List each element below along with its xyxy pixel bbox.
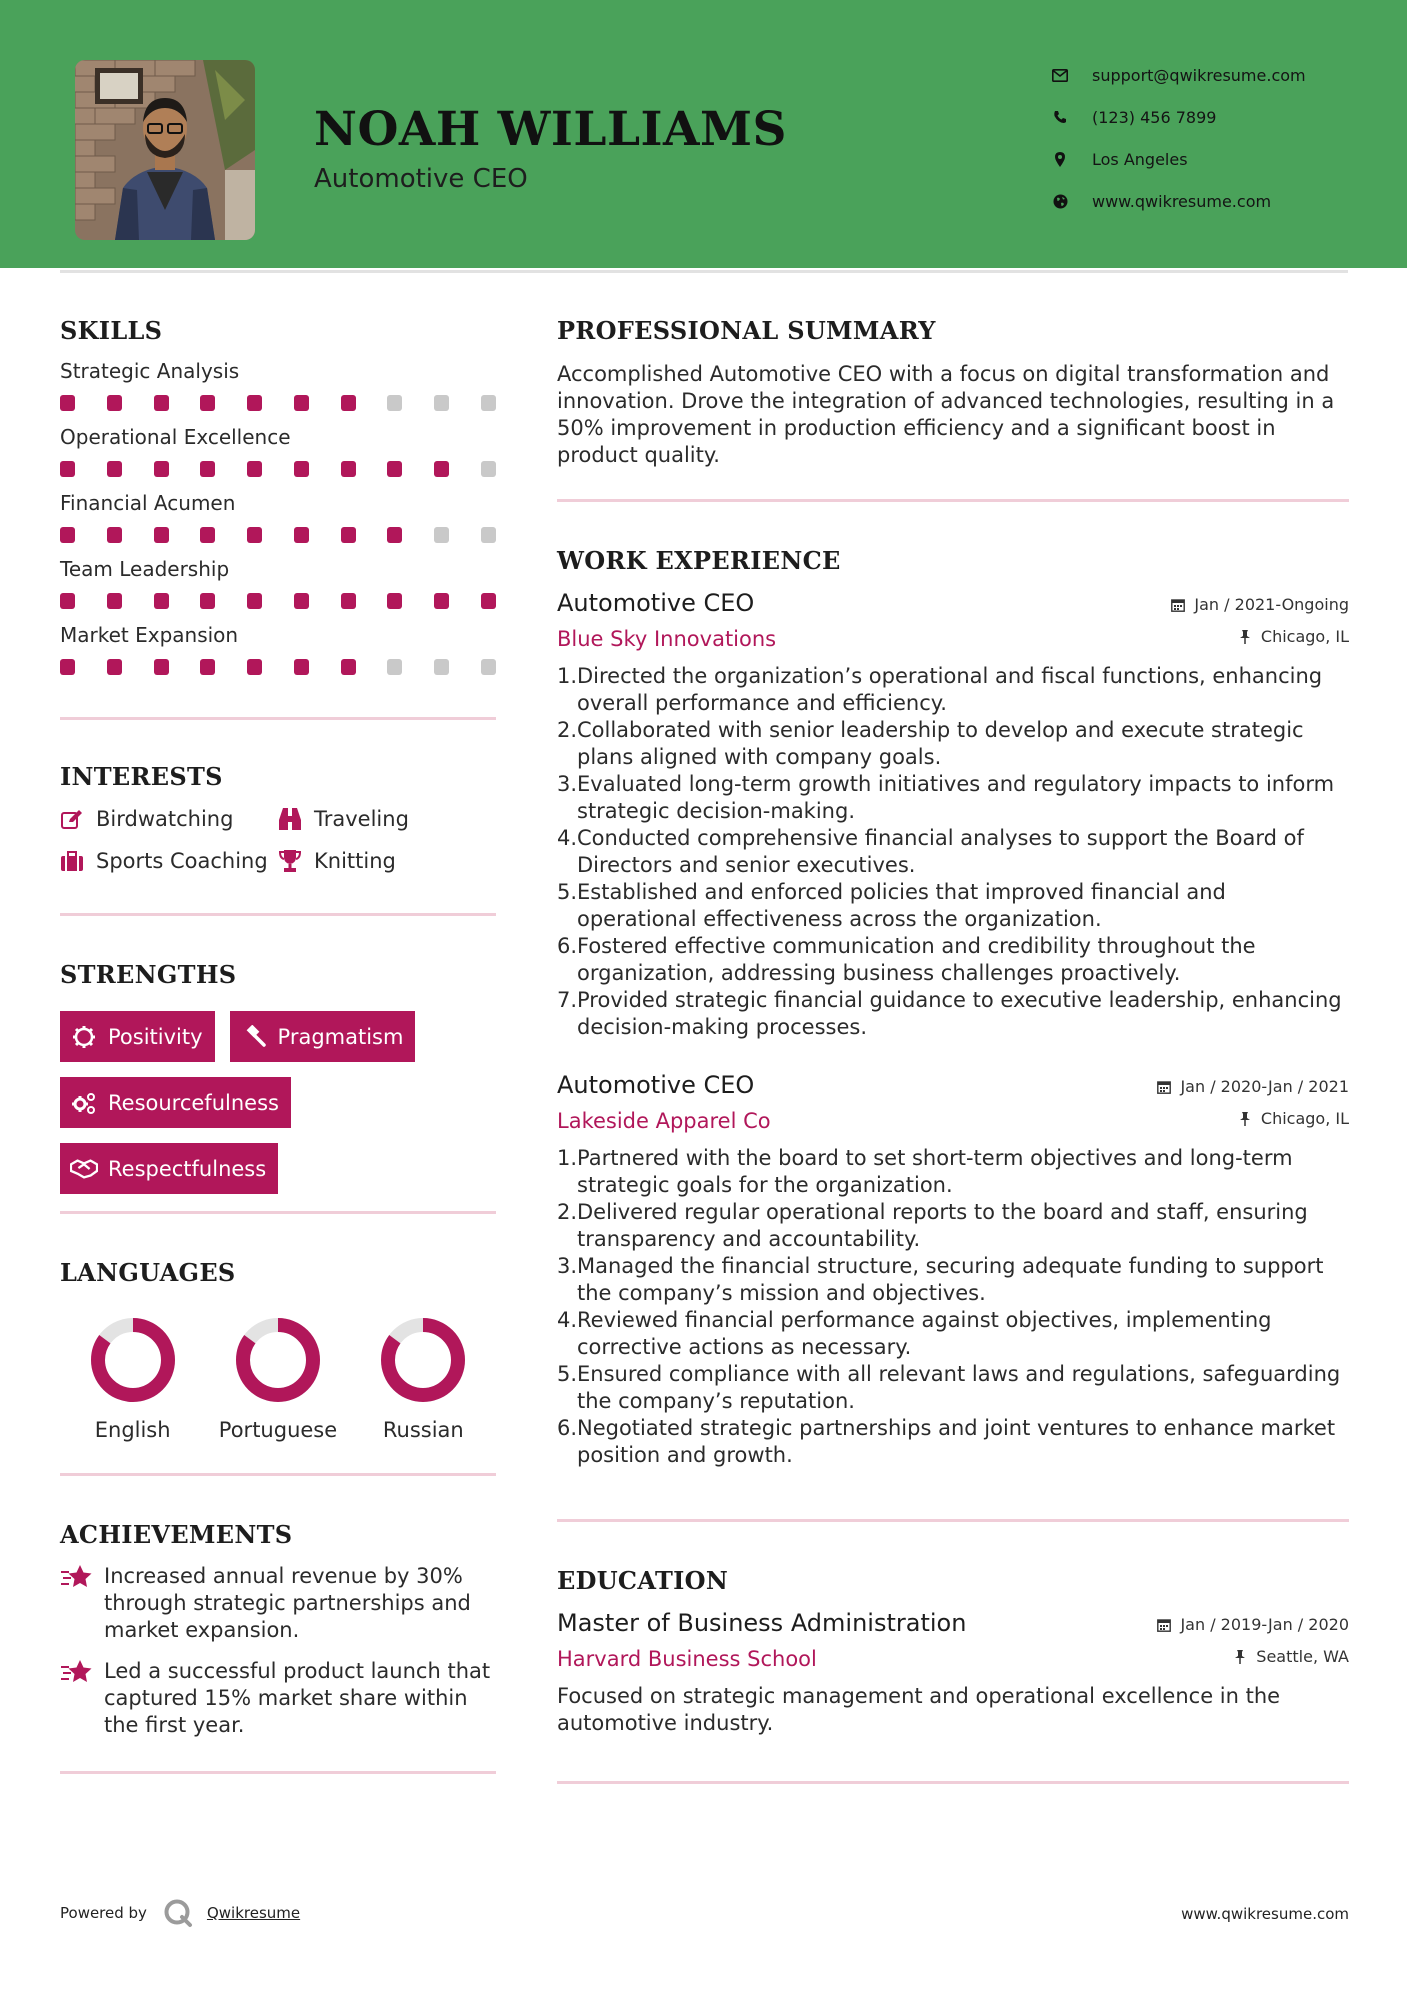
list-item-text: Evaluated long-term growth initiatives and regulatory impacts to inform strategic decision-making. [577,772,1335,823]
degree-title: Master of Business Administration [557,1609,967,1637]
language-proficiency-ring [235,1317,321,1403]
rating-dot-empty [387,659,402,675]
section-divider [557,1781,1349,1784]
contact-website-text: www.qwikresume.com [1092,191,1272,211]
rating-dot-filled [434,593,449,609]
achievement-item [60,1563,496,1644]
binoculars-icon [278,807,302,831]
list-item [557,987,1349,1041]
rating-dot-filled [294,461,309,477]
list-item-text: Delivered regular operational reports to the board and staff, ensuring transparency and accountability. [577,1200,1308,1251]
language-proficiency-ring [380,1317,466,1403]
list-item-text: Fostered effective communication and credibility throughout the organization, addressing business challenges proactively. [577,934,1256,985]
languages-heading: LANGUAGES [60,1258,236,1287]
section-divider [60,1211,496,1214]
rating-dot-filled [200,395,215,411]
calendar-icon [1156,1617,1172,1633]
education-description: Focused on strategic management and operational excellence in the automotive industry. [557,1684,1281,1735]
list-item [557,825,1349,879]
rating-dot-filled [434,461,449,477]
job-date-text: Jan / 2020-Jan / 2021 [1180,1077,1349,1096]
section-divider [60,913,496,916]
rating-dot-filled [294,395,309,411]
list-number: 5. [557,880,578,904]
rating-dot-filled [247,527,262,543]
candidate-name: NOAH WILLIAMS [314,102,787,157]
list-item-text: Managed the financial structure, securing adequate funding to support the company’s mission and objectives. [577,1254,1324,1305]
rating-dot-filled [341,395,356,411]
rating-dot-filled [387,461,402,477]
rating-dot-filled [341,527,356,543]
education-heading: EDUCATION [557,1566,729,1595]
skills-heading: SKILLS [60,316,163,345]
rating-dot-empty [481,659,496,675]
resume-header [0,0,1407,268]
job-location [1237,627,1349,646]
skills-section [60,316,496,720]
rating-dot-filled [60,461,75,477]
rating-dot-filled [200,593,215,609]
list-number: 3. [557,1254,578,1278]
skill-rating [60,593,496,609]
strength-label: Resourcefulness [108,1090,279,1115]
rating-dot-filled [154,395,169,411]
star-icon [60,1563,94,1593]
rating-dot-filled [481,593,496,609]
education-date-text: Jan / 2019-Jan / 2020 [1180,1615,1349,1634]
pin-icon [1237,1111,1253,1127]
right-column [557,300,1349,1784]
qwikresume-logo-icon [163,1898,193,1928]
rating-dot-filled [107,659,122,675]
interest-label: Sports Coaching [96,849,268,873]
experience-heading: WORK EXPERIENCE [557,546,841,575]
languages-list [60,1317,496,1443]
rating-dot-empty [481,395,496,411]
job-date-text: Jan / 2021-Ongoing [1194,595,1349,614]
list-item-text: Partnered with the board to set short-term objectives and long-term strategic goals for the organization. [577,1146,1293,1197]
list-item [557,1145,1349,1199]
skill-name: Operational Excellence [60,425,291,449]
rating-dot-filled [341,659,356,675]
job-responsibilities [557,1145,1349,1469]
rating-dot-filled [294,593,309,609]
rating-dot-empty [434,659,449,675]
rating-dot-filled [247,395,262,411]
rating-dot-filled [247,593,262,609]
interest-item [60,807,278,831]
rating-dot-filled [60,395,75,411]
rating-dot-empty [434,395,449,411]
calendar-icon [1156,1079,1172,1095]
list-item [557,1253,1349,1307]
left-column [60,300,496,1774]
job-location-text: Chicago, IL [1260,1109,1349,1128]
header-divider [60,270,1348,273]
rating-dot-filled [387,593,402,609]
rating-dot-filled [154,593,169,609]
achievements-heading: ACHIEVEMENTS [60,1520,293,1549]
skill-name: Team Leadership [60,557,230,581]
gear-icon [70,1023,98,1051]
job-entry [557,589,1349,1041]
list-item-text: Negotiated strategic partnerships and joint ventures to enhance market position and growth. [577,1416,1336,1467]
qwikresume-link[interactable]: Qwikresume [206,1904,301,1922]
section-divider [557,1519,1349,1522]
job-date [1170,595,1349,614]
section-divider [557,499,1349,502]
skills-list [60,359,496,675]
language-item [351,1317,496,1443]
language-item [205,1317,350,1443]
languages-section [60,1258,496,1476]
list-number: 4. [557,826,578,850]
list-item-text: Conducted comprehensive financial analyses to support the Board of Directors and senior executives. [577,826,1304,877]
handshake-icon [70,1155,98,1183]
job-entry [557,1071,1349,1469]
gavel-icon [240,1023,268,1051]
list-item-text: Established and enforced policies that improved financial and operational effectiveness across the organization. [577,880,1226,931]
achievement-text: Increased annual revenue by 30% through strategic partnerships and market expansion. [104,1564,471,1642]
candidate-title: Automotive CEO [314,164,528,194]
list-number: 7. [557,988,578,1012]
job-date [1156,1077,1349,1096]
contact-list [1050,54,1306,222]
list-item [557,879,1349,933]
list-item [557,663,1349,717]
list-item [557,717,1349,771]
skill-rating [60,395,496,411]
rating-dot-filled [200,527,215,543]
education-location-text: Seattle, WA [1256,1647,1349,1666]
strength-label: Positivity [108,1024,203,1049]
contact-phone[interactable] [1050,96,1306,138]
language-name: English [94,1418,171,1442]
job-responsibilities [557,663,1349,1041]
contact-phone-text: (123) 456 7899 [1092,107,1217,127]
envelope-icon [1050,65,1070,85]
star-icon [60,1658,94,1688]
skill-rating [60,659,496,675]
skill-rating [60,527,496,543]
interests-heading: INTERESTS [60,762,223,791]
education-entry [557,1609,1349,1737]
list-item [557,771,1349,825]
company-name: Lakeside Apparel Co [557,1109,771,1133]
edit-icon [60,807,84,831]
education-location [1232,1647,1349,1666]
job-title: Automotive CEO [557,589,755,617]
rating-dot-filled [60,593,75,609]
rating-dot-filled [107,395,122,411]
rating-dot-empty [387,395,402,411]
profile-photo [75,60,255,240]
skill-name: Market Expansion [60,623,239,647]
trophy-icon [278,849,302,873]
interest-item [60,849,278,873]
contact-email-text: support@qwikresume.com [1092,65,1306,85]
rating-dot-filled [387,527,402,543]
interests-list [60,807,496,873]
map-marker-icon [1050,149,1070,169]
list-item [557,1307,1349,1361]
rating-dot-filled [107,593,122,609]
interest-label: Traveling [314,807,409,831]
education-date [1156,1615,1349,1634]
pin-icon [1237,629,1253,645]
suitcase-icon [60,849,84,873]
interest-label: Knitting [314,849,396,873]
rating-dot-filled [154,659,169,675]
rating-dot-filled [107,461,122,477]
list-number: 4. [557,1308,578,1332]
rating-dot-filled [247,659,262,675]
rating-dot-filled [200,659,215,675]
skill-name: Strategic Analysis [60,359,240,383]
rating-dot-filled [107,527,122,543]
summary-text: Accomplished Automotive CEO with a focus on digital transformation and innovation. Drove the integration of advanced technologies, resulting in a 50% improvement in production efficiency and a significant boost in product quality. [557,362,1335,467]
phone-icon [1050,107,1070,127]
language-item [60,1317,205,1443]
interest-item [278,849,496,873]
list-item [557,933,1349,987]
list-number: 6. [557,1416,578,1440]
school-name: Harvard Business School [557,1647,817,1671]
interest-item [278,807,496,831]
contact-website[interactable] [1050,180,1306,222]
strength-chip [230,1011,416,1062]
summary-section [557,316,1349,502]
strength-label: Respectfulness [108,1156,267,1181]
rating-dot-empty [434,527,449,543]
list-item [557,1361,1349,1415]
rating-dot-filled [294,527,309,543]
education-section [557,1566,1349,1784]
section-divider [60,1473,496,1476]
contact-email[interactable] [1050,54,1306,96]
list-number: 1. [557,664,578,688]
list-number: 5. [557,1362,578,1386]
list-number: 6. [557,934,578,958]
rating-dot-filled [294,659,309,675]
achievement-item [60,1658,496,1739]
rating-dot-empty [481,461,496,477]
strengths-section [60,960,496,1214]
summary-heading: PROFESSIONAL SUMMARY [557,316,936,345]
strengths-heading: STRENGTHS [60,960,237,989]
list-item-text: Reviewed financial performance against objectives, implementing corrective actions as necessary. [577,1308,1272,1359]
rating-dot-filled [341,461,356,477]
language-proficiency-ring [90,1317,176,1403]
list-number: 2. [557,718,578,742]
list-item-text: Collaborated with senior leadership to develop and execute strategic plans aligned with company goals. [577,718,1304,769]
rating-dot-filled [341,593,356,609]
achievement-text: Led a successful product launch that captured 15% market share within the first year. [104,1659,491,1737]
gears-icon [70,1089,98,1117]
jobs-list [557,589,1349,1469]
skill-name: Financial Acumen [60,491,236,515]
job-title: Automotive CEO [557,1071,755,1099]
list-item-text: Provided strategic financial guidance to executive leadership, enhancing decision-making processes. [577,988,1342,1039]
strengths-list [60,1011,496,1194]
globe-icon [1050,191,1070,211]
strength-chip [60,1143,278,1194]
list-item-text: Ensured compliance with all relevant laws and regulations, safeguarding the company’s reputation. [577,1362,1341,1413]
language-name: Portuguese [218,1418,338,1442]
interest-label: Birdwatching [96,807,234,831]
list-item [557,1415,1349,1469]
rating-dot-filled [60,659,75,675]
rating-dot-filled [247,461,262,477]
contact-location-text: Los Angeles [1092,149,1188,169]
footer-powered [60,1898,300,1928]
list-number: 1. [557,1146,578,1170]
company-name: Blue Sky Innovations [557,627,777,651]
language-name: Russian [382,1418,464,1442]
calendar-icon [1170,597,1186,613]
interests-section [60,762,496,916]
rating-dot-empty [481,527,496,543]
strength-chip [60,1011,215,1062]
achievements-section [60,1520,496,1774]
strength-label: Pragmatism [277,1024,404,1049]
pin-icon [1232,1649,1248,1665]
rating-dot-filled [154,461,169,477]
list-item-text: Directed the organization’s operational and fiscal functions, enhancing overall performance and efficiency. [577,664,1323,715]
list-number: 3. [557,772,578,796]
section-divider [60,717,496,720]
list-item [557,1199,1349,1253]
experience-section [557,546,1349,1522]
list-number: 2. [557,1200,578,1224]
rating-dot-filled [154,527,169,543]
section-divider [60,1771,496,1774]
rating-dot-filled [60,527,75,543]
rating-dot-filled [200,461,215,477]
strength-chip [60,1077,291,1128]
job-location-text: Chicago, IL [1260,627,1349,646]
powered-by-text: Powered by [60,1904,147,1922]
job-location [1237,1109,1349,1128]
contact-location [1050,138,1306,180]
footer-url[interactable]: www.qwikresume.com [1181,1905,1349,1923]
skill-rating [60,461,496,477]
